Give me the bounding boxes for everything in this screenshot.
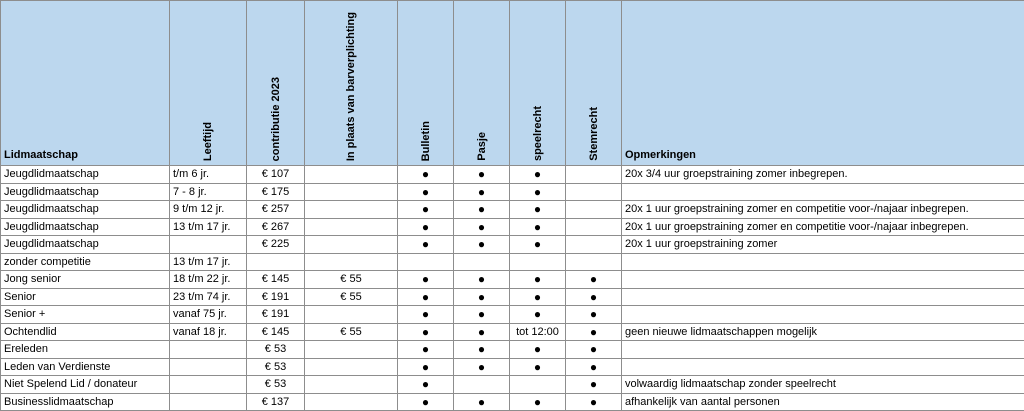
table-row — [1, 271, 1024, 289]
cell-bulletin: ● — [398, 341, 454, 359]
cell-stemrecht: ● — [566, 376, 622, 394]
cell-stemrecht — [566, 218, 622, 236]
cell-barverplichting — [305, 393, 398, 411]
cell-pasje: ● — [454, 323, 510, 341]
cell-speelrecht: ● — [510, 183, 566, 201]
cell-contributie: € 53 — [247, 376, 305, 394]
cell-stemrecht — [566, 253, 622, 271]
cell-leeftijd: 7 - 8 jr. — [170, 183, 247, 201]
header-speelrecht-cell — [510, 1, 566, 166]
cell-leeftijd: vanaf 75 jr. — [170, 306, 247, 324]
cell-contributie: € 257 — [247, 201, 305, 219]
header-stemrecht: Stemrecht — [586, 107, 602, 161]
cell-speelrecht: ● — [510, 271, 566, 289]
table-row — [1, 288, 1024, 306]
cell-leeftijd: 9 t/m 12 jr. — [170, 201, 247, 219]
cell-bulletin: ● — [398, 393, 454, 411]
cell-contributie: € 145 — [247, 271, 305, 289]
cell-speelrecht: ● — [510, 393, 566, 411]
cell-bulletin: ● — [398, 236, 454, 254]
header-bulletin-cell — [398, 1, 454, 166]
cell-opmerking — [622, 341, 1024, 359]
cell-stemrecht: ● — [566, 271, 622, 289]
cell-speelrecht — [510, 376, 566, 394]
cell-speelrecht: ● — [510, 306, 566, 324]
cell-opmerking — [622, 358, 1024, 376]
cell-opmerking — [622, 306, 1024, 324]
header-lidmaatschap: Lidmaatschap — [1, 1, 170, 166]
cell-stemrecht: ● — [566, 288, 622, 306]
header-opmerkingen: Opmerkingen — [622, 1, 1024, 166]
cell-pasje: ● — [454, 166, 510, 184]
cell-leeftijd: 13 t/m 17 jr. — [170, 218, 247, 236]
cell-leeftijd: 13 t/m 17 jr. — [170, 253, 247, 271]
cell-contributie — [247, 253, 305, 271]
cell-pasje: ● — [454, 288, 510, 306]
table-row — [1, 306, 1024, 324]
cell-bulletin: ● — [398, 323, 454, 341]
cell-leeftijd: vanaf 18 jr. — [170, 323, 247, 341]
cell-contributie: € 53 — [247, 358, 305, 376]
cell-stemrecht — [566, 201, 622, 219]
cell-pasje: ● — [454, 358, 510, 376]
cell-bulletin: ● — [398, 288, 454, 306]
cell-opmerking — [622, 271, 1024, 289]
cell-contributie: € 191 — [247, 306, 305, 324]
cell-speelrecht: ● — [510, 358, 566, 376]
cell-stemrecht: ● — [566, 306, 622, 324]
cell-pasje: ● — [454, 183, 510, 201]
cell-speelrecht: ● — [510, 341, 566, 359]
table-row — [1, 236, 1024, 254]
cell-stemrecht — [566, 236, 622, 254]
header-contributie: contributie 2023 — [268, 77, 284, 161]
cell-barverplichting — [305, 306, 398, 324]
cell-barverplichting — [305, 376, 398, 394]
cell-contributie: € 145 — [247, 323, 305, 341]
cell-speelrecht: ● — [510, 201, 566, 219]
cell-lidmaatschap: Ochtendlid — [1, 323, 170, 341]
cell-stemrecht: ● — [566, 358, 622, 376]
cell-stemrecht — [566, 166, 622, 184]
cell-leeftijd — [170, 341, 247, 359]
cell-pasje: ● — [454, 341, 510, 359]
cell-bulletin: ● — [398, 166, 454, 184]
cell-bulletin — [398, 253, 454, 271]
cell-contributie: € 53 — [247, 341, 305, 359]
cell-barverplichting: € 55 — [305, 288, 398, 306]
cell-lidmaatschap: Senior — [1, 288, 170, 306]
table-row — [1, 376, 1024, 394]
cell-speelrecht: ● — [510, 218, 566, 236]
header-speelrecht: speelrecht — [530, 106, 546, 161]
cell-bulletin: ● — [398, 376, 454, 394]
cell-barverplichting — [305, 183, 398, 201]
cell-stemrecht — [566, 183, 622, 201]
cell-barverplichting — [305, 166, 398, 184]
cell-speelrecht: tot 12:00 — [510, 323, 566, 341]
header-barverplichting: In plaats van barverplichting — [343, 12, 359, 161]
cell-lidmaatschap: Leden van Verdienste — [1, 358, 170, 376]
cell-barverplichting — [305, 358, 398, 376]
cell-stemrecht: ● — [566, 393, 622, 411]
header-contributie-cell — [247, 1, 305, 166]
cell-barverplichting — [305, 341, 398, 359]
cell-opmerking: geen nieuwe lidmaatschappen mogelijk — [622, 323, 1024, 341]
cell-lidmaatschap: Jeugdlidmaatschap — [1, 166, 170, 184]
table-row — [1, 201, 1024, 219]
cell-speelrecht — [510, 253, 566, 271]
table-row — [1, 166, 1024, 184]
cell-lidmaatschap: Jeugdlidmaatschap — [1, 218, 170, 236]
cell-pasje — [454, 253, 510, 271]
cell-bulletin: ● — [398, 306, 454, 324]
cell-opmerking: 20x 1 uur groepstraining zomer en competitie voor-/najaar inbegrepen. — [622, 218, 1024, 236]
table-row — [1, 183, 1024, 201]
cell-leeftijd: 23 t/m 74 jr. — [170, 288, 247, 306]
cell-barverplichting — [305, 253, 398, 271]
header-leeftijd: Leeftijd — [200, 122, 216, 161]
cell-speelrecht: ● — [510, 236, 566, 254]
cell-bulletin: ● — [398, 218, 454, 236]
table-body — [1, 166, 1024, 411]
cell-barverplichting — [305, 218, 398, 236]
cell-speelrecht: ● — [510, 288, 566, 306]
cell-barverplichting: € 55 — [305, 323, 398, 341]
cell-opmerking — [622, 288, 1024, 306]
cell-opmerking — [622, 253, 1024, 271]
table-row — [1, 341, 1024, 359]
cell-bulletin: ● — [398, 271, 454, 289]
cell-contributie: € 225 — [247, 236, 305, 254]
table-row — [1, 253, 1024, 271]
cell-leeftijd — [170, 393, 247, 411]
cell-leeftijd: 18 t/m 22 jr. — [170, 271, 247, 289]
cell-pasje: ● — [454, 393, 510, 411]
cell-pasje — [454, 376, 510, 394]
cell-leeftijd — [170, 358, 247, 376]
cell-contributie: € 137 — [247, 393, 305, 411]
cell-barverplichting — [305, 236, 398, 254]
cell-barverplichting: € 55 — [305, 271, 398, 289]
cell-lidmaatschap: Jeugdlidmaatschap — [1, 183, 170, 201]
header-bulletin: Bulletin — [418, 121, 434, 161]
cell-lidmaatschap: zonder competitie — [1, 253, 170, 271]
cell-pasje: ● — [454, 218, 510, 236]
cell-stemrecht: ● — [566, 323, 622, 341]
cell-lidmaatschap: Niet Spelend Lid / donateur — [1, 376, 170, 394]
cell-pasje: ● — [454, 271, 510, 289]
header-row — [1, 1, 1024, 166]
cell-bulletin: ● — [398, 201, 454, 219]
cell-bulletin: ● — [398, 358, 454, 376]
table-row — [1, 358, 1024, 376]
cell-lidmaatschap: Jeugdlidmaatschap — [1, 236, 170, 254]
header-barverplichting-cell — [305, 1, 398, 166]
cell-pasje: ● — [454, 306, 510, 324]
cell-opmerking: 20x 1 uur groepstraining zomer en competitie voor-/najaar inbegrepen. — [622, 201, 1024, 219]
cell-barverplichting — [305, 201, 398, 219]
cell-contributie: € 267 — [247, 218, 305, 236]
cell-contributie: € 107 — [247, 166, 305, 184]
cell-stemrecht: ● — [566, 341, 622, 359]
cell-opmerking: volwaardig lidmaatschap zonder speelrecht — [622, 376, 1024, 394]
cell-lidmaatschap: Ereleden — [1, 341, 170, 359]
cell-lidmaatschap: Jeugdlidmaatschap — [1, 201, 170, 219]
cell-opmerking — [622, 183, 1024, 201]
cell-speelrecht: ● — [510, 166, 566, 184]
cell-pasje: ● — [454, 236, 510, 254]
cell-lidmaatschap: Senior + — [1, 306, 170, 324]
cell-contributie: € 191 — [247, 288, 305, 306]
cell-leeftijd: t/m 6 jr. — [170, 166, 247, 184]
cell-opmerking: 20x 3/4 uur groepstraining zomer inbegrepen. — [622, 166, 1024, 184]
header-pasje: Pasje — [474, 132, 490, 161]
cell-contributie: € 175 — [247, 183, 305, 201]
cell-opmerking: afhankelijk van aantal personen — [622, 393, 1024, 411]
table-row — [1, 218, 1024, 236]
cell-opmerking: 20x 1 uur groepstraining zomer — [622, 236, 1024, 254]
cell-lidmaatschap: Businesslidmaatschap — [1, 393, 170, 411]
cell-leeftijd — [170, 236, 247, 254]
header-leeftijd-cell — [170, 1, 247, 166]
table-row — [1, 323, 1024, 341]
header-stemrecht-cell — [566, 1, 622, 166]
cell-pasje: ● — [454, 201, 510, 219]
cell-leeftijd — [170, 376, 247, 394]
header-pasje-cell — [454, 1, 510, 166]
table-row — [1, 393, 1024, 411]
cell-bulletin: ● — [398, 183, 454, 201]
cell-lidmaatschap: Jong senior — [1, 271, 170, 289]
